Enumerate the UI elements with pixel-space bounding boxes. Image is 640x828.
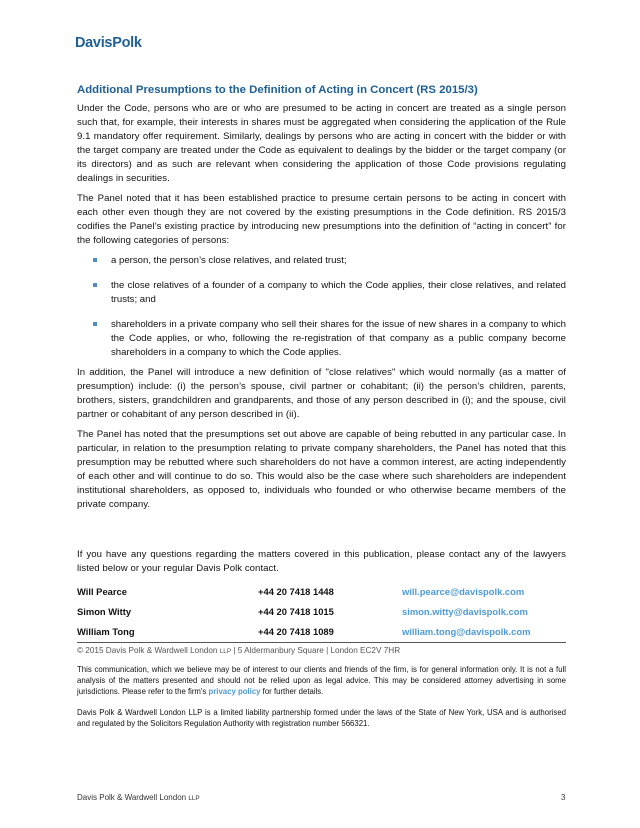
davis-polk-logo (75, 35, 142, 51)
bullet-text: shareholders in a private company who sell their shares for the issue of new shares in a company to which the Code applies, or who, following the re-registration of that company as a public company become shareholders in a company to which the Code applies. (111, 319, 566, 358)
contact-row (77, 606, 566, 626)
contact-name: William Tong (77, 626, 135, 637)
disclaimer-text-end: for further details. (260, 687, 324, 696)
contact-row (77, 586, 566, 606)
paragraph: The Panel noted that it has been established practice to presume certain persons to be acting in concert with each other even though they are not covered by the existing presumptions in the Code definition. RS 2015/3 codifies the Panel’s existing practice by introducing new presumptions into the definition of “acting in concert” for the following categories of persons: (77, 193, 566, 246)
divider (77, 642, 566, 643)
contact-name: Will Pearce (77, 586, 127, 597)
disclaimer-paragraph: Davis Polk & Wardwell London LLP is a limited liability partnership formed under the laws of the State of New York, USA and is authorised and regulated by the Solicitors Regulation Authority with registration number 566321. (77, 708, 566, 728)
copyright-llp: LLP (219, 648, 232, 655)
paragraph: Under the Code, persons who are or who are presumed to be acting in concert are treated as a single person such that, for example, their interests in shares must be aggregated when considering the application of the Rule 9.1 mandatory offer requirement. Similarly, dealings by persons who are acting in concert with the bidder or with the target company are treated under the Code as equivalent to dealings by the bidder or the target company (or its directors) and as such are relevant when considering the application of those Code provisions regulating dealings in securities. (77, 103, 566, 184)
bullet-item (77, 254, 566, 268)
page-number: 3 (561, 793, 566, 802)
contact-email-link[interactable]: will.pearce@davispolk.com (402, 586, 525, 597)
footer-firm (77, 793, 200, 802)
bullet-text: the close relatives of a founder of a company to which the Code applies, their close relatives, and related trusts; and (111, 280, 566, 305)
bullet-square-icon (93, 283, 97, 287)
contact-email-link[interactable]: william.tong@davispolk.com (402, 626, 531, 637)
bullet-list (77, 254, 566, 360)
footer-firm-name: Davis Polk & Wardwell London (77, 793, 189, 802)
bullet-square-icon (93, 322, 97, 326)
copyright-prefix: © 2015 Davis Polk & Wardwell London (77, 646, 220, 655)
contact-name: Simon Witty (77, 606, 132, 617)
contact-phone: +44 20 7418 1448 (258, 586, 334, 597)
logo-part2: Polk (112, 35, 142, 51)
paragraph: The Panel has noted that the presumptions set out above are capable of being rebutted in any particular case. In particular, in relation to the presumption relating to private company shareholders, the Panel has noted that this presumption may be rebutted where such shareholders do not have a common interest, are acting independently of each other and will continue to do so. This would also be the case where such shareholders are independent institutional shareholders, as opposed to, individuals who founded or who otherwise became members of the private company. (77, 429, 566, 510)
contact-phone: +44 20 7418 1089 (258, 626, 334, 637)
disclaimer-paragraph (77, 664, 566, 697)
copyright-line (77, 646, 400, 655)
contact-intro: If you have any questions regarding the matters covered in this publication, please contact any of the lawyers listed below or your regular Davis Polk contact. (77, 549, 566, 574)
contact-row (77, 626, 566, 646)
footer-llp: LLP (188, 795, 200, 802)
bullet-square-icon (93, 258, 97, 262)
privacy-policy-link[interactable]: privacy policy (208, 687, 261, 696)
paragraph: In addition, the Panel will introduce a new definition of "close relatives" which would normally (as a matter of presumption) include: (i) the person’s spouse, civil partner or cohabitant; (ii) the person’s children, parents, brothers, sisters, grandchildren and grandparents, and those of any person described in (i); and the spouse, civil partner or cohabitant of any person described in (ii). (77, 367, 566, 420)
copyright-suffix: | 5 Aldermanbury Square | London EC2V 7HR (231, 646, 401, 655)
bullet-text: a person, the person’s close relatives, and related trust; (111, 255, 347, 266)
main-content (77, 84, 566, 518)
contact-phone: +44 20 7418 1015 (258, 606, 334, 617)
contacts-table (77, 586, 566, 646)
bullet-item (77, 279, 566, 307)
disclaimer (77, 664, 566, 739)
section-heading: Additional Presumptions to the Definition of Acting in Concert (RS 2015/3) (77, 84, 478, 96)
disclaimer-text: This communication, which we believe may be of interest to our clients and friends of the firm, is for general information only. It is not a full analysis of the matters presented and should not be relied upon as legal advice. This may be considered attorney advertising in some jurisdictions. Please refer to the firm's (77, 665, 566, 696)
logo-part1: Davis (75, 35, 113, 51)
bullet-item (77, 318, 566, 360)
contact-email-link[interactable]: simon.witty@davispolk.com (402, 606, 528, 617)
